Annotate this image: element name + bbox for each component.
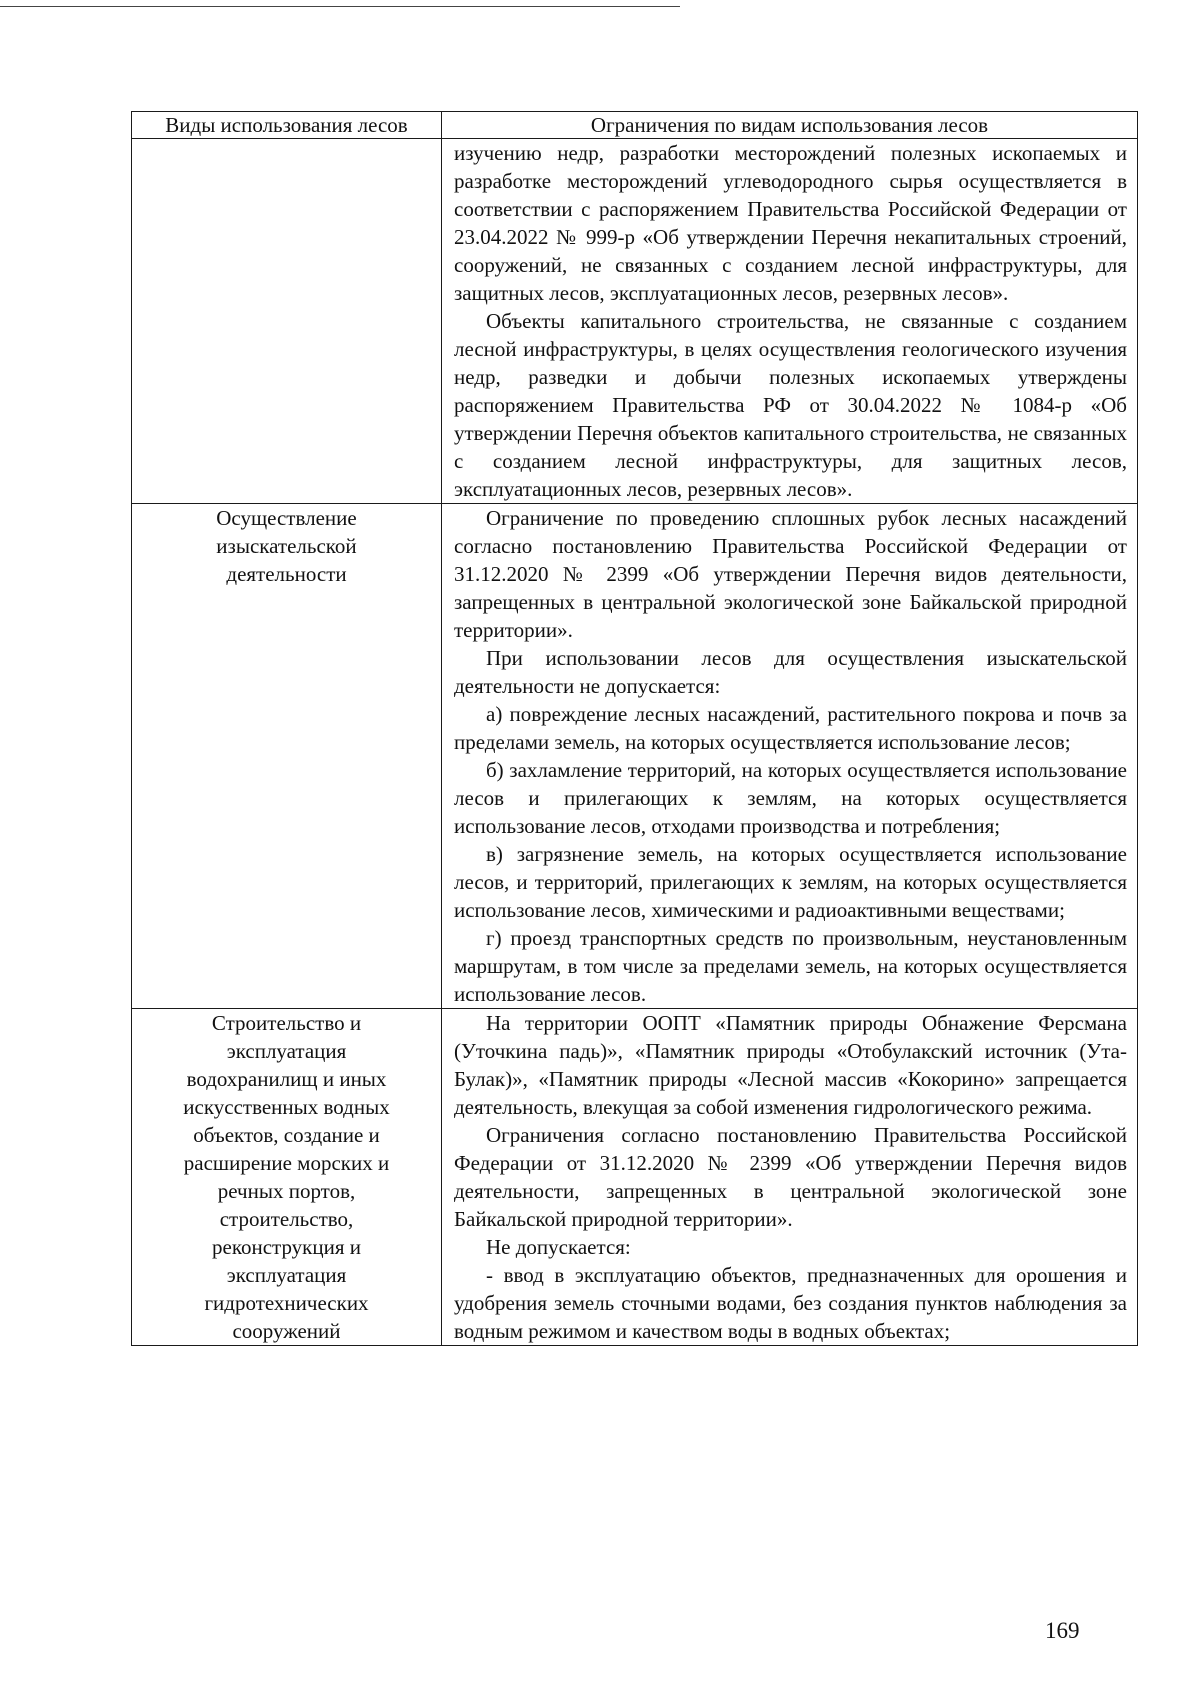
forest-use-type-line: Строительство и	[211, 1011, 362, 1035]
forest-use-type-line: строительство,	[219, 1207, 354, 1231]
restriction-paragraph: изучению недр, разработки месторождений полезных ископаемых и разработке месторождений углеводородного сырья осуществляется в соответствии с распоряжением Правительства Российской Федерации от 23.04.2022 № 999-р «Об утверждении Перечня некапитальных строений, сооружений, не связанных с созданием лесной инфраструктуры, для защитных лесов, эксплуатационных лесов, резервных лесов».	[454, 141, 1127, 305]
forest-use-type-line: искусственных водных	[183, 1095, 390, 1119]
forest-use-type-cell	[132, 1009, 442, 1346]
forest-use-type-line: гидротехнических	[204, 1291, 369, 1315]
forest-use-type-line: эксплуатация	[226, 1039, 347, 1063]
forest-use-type-line: изыскательской	[216, 534, 357, 558]
restriction-cell	[442, 504, 1138, 1009]
restriction-paragraph: а) повреждение лесных насаждений, растительного покрова и почв за пределами земель, на которых осуществляется использование лесов;	[454, 702, 1127, 754]
forest-use-type-line: деятельности	[226, 562, 347, 586]
restriction-paragraph: г) проезд транспортных средств по произвольным, неустановленным маршрутам, в том числе за пределами земель, на которых осуществляется использование лесов.	[454, 926, 1127, 1006]
restriction-paragraph: б) захламление территорий, на которых осуществляется использование лесов и прилегающих к землям, на которых осуществляется использование лесов, отходами производства и потребления;	[454, 758, 1127, 838]
forest-use-type-line: сооружений	[232, 1319, 341, 1343]
top-scan-rule	[0, 6, 680, 7]
restriction-paragraph: Ограничение по проведению сплошных рубок лесных насаждений согласно постановлению Правительства Российской Федерации от 31.12.2020 № 2399 «Об утверждении Перечня видов деятельности, запрещенных в центральной экологической зоне Байкальской природной территории».	[454, 506, 1127, 642]
table-header-row	[132, 112, 1138, 139]
forest-use-type-line: расширение морских и	[183, 1151, 390, 1175]
page-number: 169	[1045, 1618, 1080, 1643]
header-restrictions: Ограничения по видам использования лесов	[442, 112, 1138, 139]
forest-use-type-cell	[132, 504, 442, 1009]
forest-use-type-line: водохранилищ и иных	[186, 1067, 387, 1091]
forest-use-type-line: объектов, создание и	[193, 1123, 380, 1147]
forest-use-type-line: эксплуатация	[226, 1263, 347, 1287]
forest-use-type-text	[140, 504, 433, 588]
restriction-cell	[442, 139, 1138, 504]
restriction-paragraph: При использовании лесов для осуществления изыскательской деятельности не допускается:	[454, 646, 1127, 698]
table-row	[132, 504, 1138, 1009]
forest-use-type-cell	[132, 139, 442, 504]
table-row	[132, 139, 1138, 504]
restriction-paragraph: На территории ООПТ «Памятник природы Обнажение Ферсмана (Уточкина падь)», «Памятник природы «Отобулакский источник (Ута-Булак)», «Памятник природы «Лесной массив «Кокорино» запрещается деятельность, влекущая за собой изменения гидрологического режима.	[454, 1011, 1127, 1119]
restriction-cell	[442, 1009, 1138, 1346]
header-forest-use-types: Виды использования лесов	[132, 112, 442, 139]
restriction-paragraph: в) загрязнение земель, на которых осуществляется использование лесов, и территорий, прилегающих к землям, на которых осуществляется использование лесов, химическими и радиоактивными веществами;	[454, 842, 1127, 922]
restriction-paragraph: Не допускается:	[486, 1235, 631, 1259]
forest-use-type-text	[140, 1009, 433, 1345]
restriction-paragraph: Ограничения согласно постановлению Правительства Российской Федерации от 31.12.2020 № 2399 «Об утверждении Перечня видов деятельности, запрещенных в центральной экологической зоне Байкальской природной территории».	[454, 1123, 1127, 1231]
restriction-paragraph: Объекты капитального строительства, не связанные с созданием лесной инфраструктуры, в целях осуществления геологического изучения недр, разведки и добычи полезных ископаемых утверждены распоряжением Правительства РФ от 30.04.2022 № 1084-р «Об утверждении Перечня объектов капитального строительства, не связанных с созданием лесной инфраструктуры, для защитных лесов, эксплуатационных лесов, резервных лесов».	[454, 309, 1127, 501]
restriction-paragraph: - ввод в эксплуатацию объектов, предназначенных для орошения и удобрения земель сточными водами, без создания пунктов наблюдения за водным режимом и качеством воды в водных объектах;	[454, 1263, 1127, 1343]
forest-use-type-line: реконструкция и	[212, 1235, 361, 1259]
forest-use-type-line: Осуществление	[216, 506, 357, 530]
restrictions-table	[131, 111, 1138, 1346]
forest-use-type-line: речных портов,	[217, 1179, 356, 1203]
table-body	[132, 139, 1138, 1346]
table-row	[132, 1009, 1138, 1346]
